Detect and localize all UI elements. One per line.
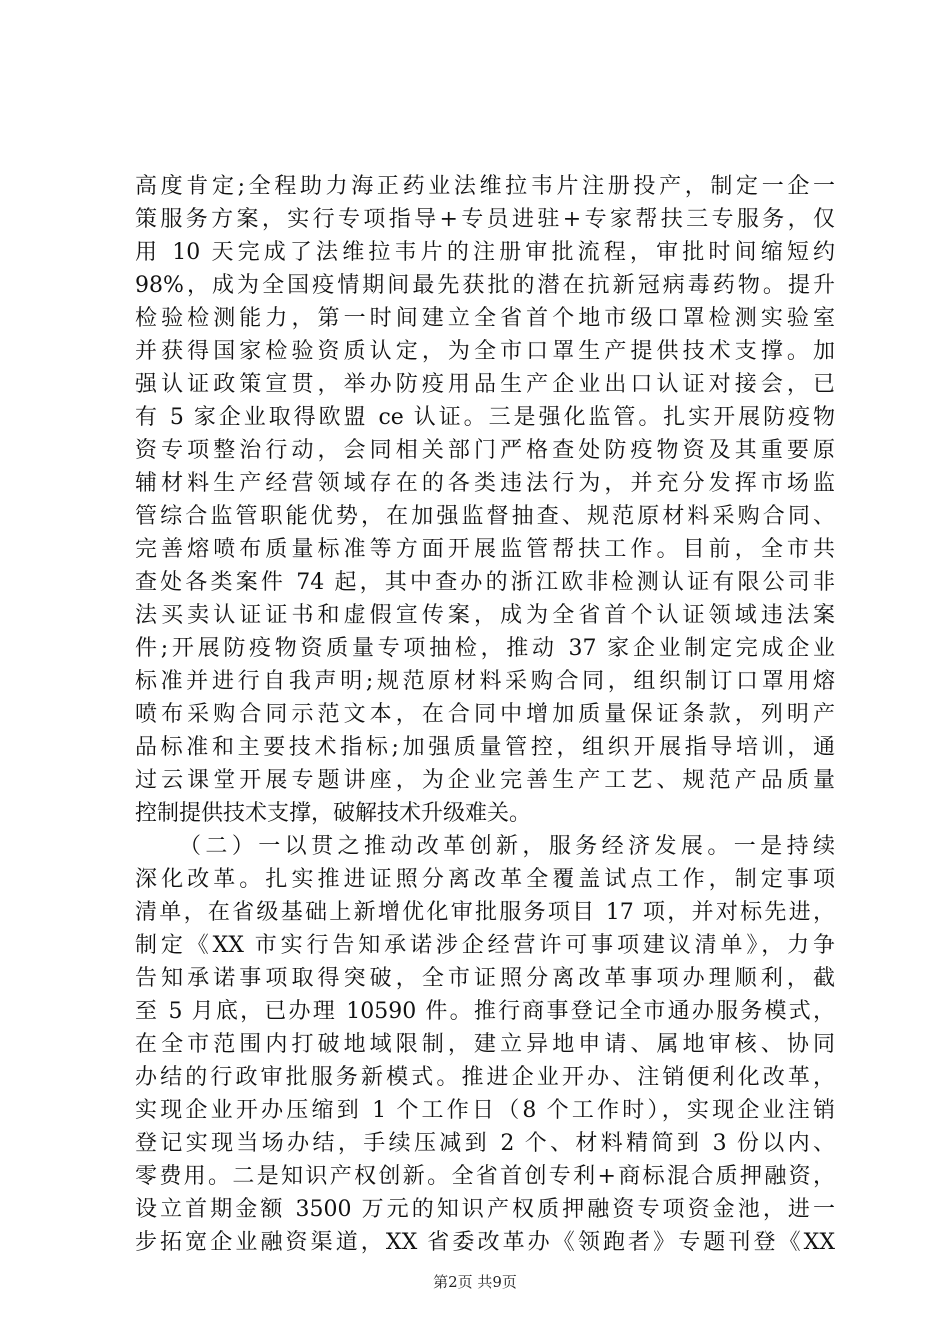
text-line: 深化改革。扎实推进证照分离改革全覆盖试点工作，制定事项	[135, 867, 835, 892]
text-line: 喷布采购合同示范文本，在合同中增加质量保证条款，列明产	[135, 702, 835, 727]
text-line: 高度肯定;全程助力海正药业法维拉韦片注册投产，制定一企一	[135, 174, 835, 199]
text-line: 资专项整治行动，会同相关部门严格查处防疫物资及其重要原	[135, 438, 835, 463]
text-line: 至 5 月底，已办理 10590 件。推行商事登记全市通办服务模式，	[135, 999, 835, 1024]
text-line: 98%，成为全国疫情期间最先获批的潜在抗新冠病毒药物。提升	[135, 273, 835, 298]
text-line: 步拓宽企业融资渠道，XX 省委改革办《领跑者》专题刊登《XX	[135, 1230, 835, 1255]
text-line: 辅材料生产经营领域存在的各类违法行为，并充分发挥市场监	[135, 471, 835, 496]
text-line: 查处各类案件 74 起，其中查办的浙江欧非检测认证有限公司非	[135, 570, 835, 595]
text-line: 制定《XX 市实行告知承诺涉企经营许可事项建议清单》，力争	[135, 933, 835, 958]
text-line: 在全市范围内打破地域限制，建立异地申请、属地审核、协同	[135, 1032, 835, 1057]
text-line: 登记实现当场办结，手续压减到 2 个、材料精简到 3 份以内、	[135, 1131, 835, 1156]
text-line: 实现企业开办压缩到 1 个工作日（8 个工作时），实现企业注销	[135, 1098, 835, 1123]
text-line: 完善熔喷布质量标准等方面开展监管帮扶工作。目前，全市共	[135, 537, 835, 562]
text-line: 管综合监管职能优势，在加强监督抽查、规范原材料采购合同、	[135, 504, 835, 529]
page-number-footer: 第2页 共9页	[433, 1273, 517, 1291]
text-line: 检验检测能力，第一时间建立全省首个地市级口罩检测实验室	[135, 306, 835, 331]
body-text	[135, 170, 835, 1259]
text-line: 件;开展防疫物资质量专项抽检，推动 37 家企业制定完成企业	[135, 636, 835, 661]
text-line: 强认证政策宣贯，举办防疫用品生产企业出口认证对接会，已	[135, 372, 835, 397]
text-line: 办结的行政审批服务新模式。推进企业开办、注销便利化改革，	[135, 1065, 835, 1090]
text-line: 过云课堂开展专题讲座，为企业完善生产工艺、规范产品质量	[135, 768, 835, 793]
text-line: 有 5 家企业取得欧盟 ce 认证。三是强化监管。扎实开展防疫物	[135, 405, 835, 430]
text-line: 并获得国家检验资质认定，为全市口罩生产提供技术支撑。加	[135, 339, 835, 364]
section-heading-line: （二）一以贯之推动改革创新，服务经济发展。一是持续	[179, 834, 835, 859]
text-line: 策服务方案，实行专项指导+专员进驻+专家帮扶三专服务，仅	[135, 207, 835, 232]
text-line: 清单，在省级基础上新增优化审批服务项目 17 项，并对标先进，	[135, 900, 835, 925]
text-line: 法买卖认证证书和虚假宣传案，成为全省首个认证领域违法案	[135, 603, 835, 628]
text-line: 控制提供技术支撑，破解技术升级难关。	[135, 801, 532, 826]
text-line: 标准并进行自我声明;规范原材料采购合同，组织制订口罩用熔	[135, 669, 835, 694]
text-line: 告知承诺事项取得突破，全市证照分离改革事项办理顺利，截	[135, 966, 835, 991]
text-line: 设立首期金额 3500 万元的知识产权质押融资专项资金池，进一	[135, 1197, 835, 1222]
text-line: 品标准和主要技术指标;加强质量管控，组织开展指导培训，通	[135, 735, 835, 760]
text-line: 零费用。二是知识产权创新。全省首创专利+商标混合质押融资，	[135, 1164, 835, 1189]
text-line: 用 10 天完成了法维拉韦片的注册审批流程，审批时间缩短约	[135, 240, 835, 265]
